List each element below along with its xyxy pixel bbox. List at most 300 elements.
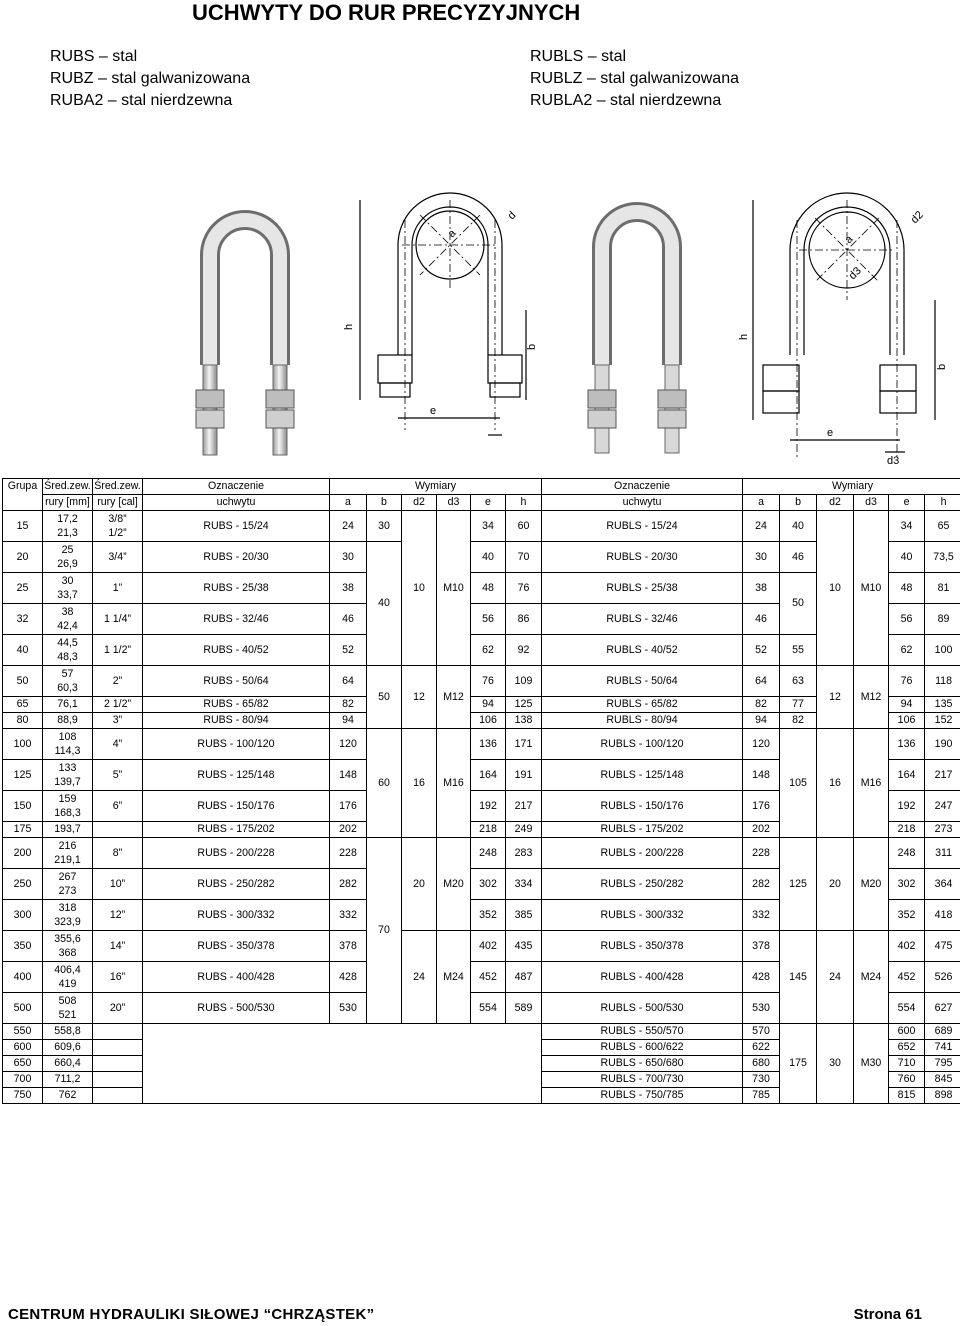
diameter-inch-cell	[93, 1056, 143, 1072]
diameter-mm-cell	[43, 635, 93, 666]
dim-label-d: d	[505, 209, 519, 223]
rubs-blank-cell	[143, 1024, 542, 1104]
header-oznaczenie-sub: uchwytu	[143, 495, 330, 511]
diameter-mm-cell-line: 25	[61, 544, 74, 556]
diameter-inch-cell-line: 1 1/2”	[103, 644, 132, 656]
footer-page-number: Strona 61	[853, 1306, 922, 1323]
table-row	[3, 713, 960, 729]
diameter-inch-cell: 2 1/2”	[93, 697, 143, 713]
rubs-designation-cell: RUBS - 175/202	[143, 822, 330, 838]
diameter-inch-cell	[93, 635, 143, 666]
rubs-e-cell: 40	[471, 542, 506, 573]
rubs-e-cell: 136	[471, 729, 506, 760]
diameter-inch-cell	[93, 869, 143, 900]
diameter-mm-cell-line: 216	[58, 840, 77, 852]
rubs-designation-cell: RUBS - 250/282	[143, 869, 330, 900]
diameter-inch-cell	[93, 791, 143, 822]
rubs-e-cell: 94	[471, 697, 506, 713]
header-d3: d3	[437, 495, 471, 511]
rubs-a-cell: 120	[330, 729, 367, 760]
rubls-h-cell: 89	[925, 604, 960, 635]
table-row	[3, 697, 960, 713]
rubls-h-cell: 526	[925, 962, 960, 993]
rubls-3d-render	[570, 185, 705, 460]
diameter-mm-cell-line: 21,3	[57, 527, 78, 539]
rubs-designation-cell: RUBS - 150/176	[143, 791, 330, 822]
rubs-h-cell: 60	[506, 511, 542, 542]
rubls-d3-cell: M10	[854, 511, 889, 666]
rubls-designation-cell: RUBLS - 15/24	[542, 511, 743, 542]
grupa-cell: 40	[3, 635, 43, 666]
rubls-a-cell: 378	[743, 931, 780, 962]
diameter-mm-cell-line: 521	[58, 1009, 77, 1021]
rubls-a-cell: 332	[743, 900, 780, 931]
material-item: RUBS – stal	[50, 48, 138, 65]
diameter-inch-cell-line: 6”	[112, 800, 123, 812]
diameter-mm-cell	[43, 511, 93, 542]
rubls-h-cell: 475	[925, 931, 960, 962]
diameter-mm-cell-line: 30	[61, 575, 74, 587]
rubls-h-cell: 898	[925, 1088, 960, 1104]
dim-label-b: b	[936, 363, 948, 370]
rubls-b-cell: 46	[780, 542, 817, 573]
diameter-mm-cell: 88,9	[43, 713, 93, 729]
diameter-mm-cell	[43, 791, 93, 822]
diameter-inch-cell-line: 1/2”	[108, 527, 127, 539]
rubls-e-cell: 652	[889, 1040, 925, 1056]
rubs-d2-cell: 24	[402, 931, 437, 1024]
header-oznaczenie: Oznaczenie	[143, 479, 330, 495]
rubls-designation-cell: RUBLS - 300/332	[542, 900, 743, 931]
diameter-inch-cell	[93, 573, 143, 604]
rubls-h-cell: 190	[925, 729, 960, 760]
rubls-a-cell: 148	[743, 760, 780, 791]
rubs-a-cell: 64	[330, 666, 367, 697]
header-grupa: Grupa	[3, 479, 43, 495]
rubls-designation-cell: RUBLS - 200/228	[542, 838, 743, 869]
grupa-cell: 400	[3, 962, 43, 993]
grupa-cell: 125	[3, 760, 43, 791]
rubls-designation-cell: RUBLS - 350/378	[542, 931, 743, 962]
rubls-a-cell: 46	[743, 604, 780, 635]
rubs-3d-render	[180, 190, 310, 460]
rubs-designation-cell: RUBS - 32/46	[143, 604, 330, 635]
rubs-h-cell: 334	[506, 869, 542, 900]
rubls-e-cell: 402	[889, 931, 925, 962]
diameter-inch-cell	[93, 542, 143, 573]
header-d2: d2	[402, 495, 437, 511]
rubs-e-cell: 218	[471, 822, 506, 838]
diameter-mm-cell-line: 42,4	[57, 620, 78, 632]
rubls-designation-cell: RUBLS - 700/730	[542, 1072, 743, 1088]
rubls-h-cell: 118	[925, 666, 960, 697]
header-wymiary: Wymiary	[330, 479, 542, 495]
rubls-e-cell: 40	[889, 542, 925, 573]
rubls-a-cell: 228	[743, 838, 780, 869]
diameter-mm-cell-line: 38	[61, 606, 74, 618]
diameter-mm-cell	[43, 900, 93, 931]
rubls-d3-cell: M30	[854, 1024, 889, 1104]
grupa-cell: 650	[3, 1056, 43, 1072]
diameter-mm-cell	[43, 993, 93, 1024]
rubs-h-cell: 283	[506, 838, 542, 869]
table-row	[3, 573, 960, 604]
rubs-designation-cell: RUBS - 50/64	[143, 666, 330, 697]
diameter-mm-cell-line: 26,9	[57, 558, 78, 570]
diameter-inch-cell	[93, 1040, 143, 1056]
rubls-e-cell: 48	[889, 573, 925, 604]
dim-label-b: b	[526, 343, 538, 350]
diameter-inch-cell-line: 14”	[109, 940, 126, 952]
rubls-h-cell: 364	[925, 869, 960, 900]
rubls-h-cell: 81	[925, 573, 960, 604]
rubls-designation-cell: RUBLS - 175/202	[542, 822, 743, 838]
rubls-d2-cell: 24	[817, 931, 854, 1024]
rubls-designation-cell: RUBLS - 40/52	[542, 635, 743, 666]
rubls-designation-cell: RUBLS - 600/622	[542, 1040, 743, 1056]
header-oznaczenie: Oznaczenie	[542, 479, 743, 495]
grupa-cell: 200	[3, 838, 43, 869]
table-row	[3, 931, 960, 962]
rubs-a-cell: 332	[330, 900, 367, 931]
diameter-mm-cell: 558,8	[43, 1024, 93, 1040]
diameter-mm-cell	[43, 604, 93, 635]
material-item: RUBA2 – stal nierdzewna	[50, 92, 233, 109]
rubs-e-cell: 402	[471, 931, 506, 962]
rubls-e-cell: 106	[889, 713, 925, 729]
rubls-a-cell: 282	[743, 869, 780, 900]
rubls-b-cell: 175	[780, 1024, 817, 1104]
rubls-d2-cell: 20	[817, 838, 854, 931]
rubls-designation-cell: RUBLS - 400/428	[542, 962, 743, 993]
rubls-h-cell: 845	[925, 1072, 960, 1088]
diameter-mm-cell-line: 508	[58, 995, 77, 1007]
diameter-mm-cell: 193,7	[43, 822, 93, 838]
grupa-cell: 700	[3, 1072, 43, 1088]
rubls-e-cell: 94	[889, 697, 925, 713]
rubls-h-cell: 273	[925, 822, 960, 838]
rubls-d2-cell: 12	[817, 666, 854, 729]
grupa-cell: 350	[3, 931, 43, 962]
rubs-h-cell: 487	[506, 962, 542, 993]
header-sred-cal-sub: rury [cal]	[93, 495, 143, 511]
spec-table	[2, 478, 960, 1104]
diameter-inch-cell-line: 8”	[112, 847, 123, 859]
rubls-e-cell: 600	[889, 1024, 925, 1040]
rubls-a-cell: 94	[743, 713, 780, 729]
rubls-designation-cell: RUBLS - 550/570	[542, 1024, 743, 1040]
rubls-e-cell: 248	[889, 838, 925, 869]
rubls-e-cell: 136	[889, 729, 925, 760]
dim-label-h: h	[343, 323, 355, 330]
table-subheader-row	[3, 495, 960, 511]
rubls-d3-cell: M16	[854, 729, 889, 838]
rubls-designation-cell: RUBLS - 125/148	[542, 760, 743, 791]
rubs-a-cell: 82	[330, 697, 367, 713]
diameter-inch-cell	[93, 993, 143, 1024]
rubls-a-cell: 680	[743, 1056, 780, 1072]
diameter-inch-cell-line: 10”	[109, 878, 126, 890]
rubls-b-cell: 50	[780, 573, 817, 635]
rubs-d2-cell: 20	[402, 838, 437, 931]
table-row	[3, 1024, 960, 1040]
diameter-mm-cell	[43, 760, 93, 791]
rubs-designation-cell: RUBS - 65/82	[143, 697, 330, 713]
rubs-a-cell: 282	[330, 869, 367, 900]
dim-label-d2: d2	[908, 208, 926, 227]
rubs-d3-cell: M10	[437, 511, 471, 666]
table-header-row	[3, 479, 960, 495]
diameter-inch-cell	[93, 729, 143, 760]
diameter-inch-cell	[93, 900, 143, 931]
rubls-designation-cell: RUBLS - 150/176	[542, 791, 743, 822]
diameter-mm-cell	[43, 962, 93, 993]
rubls-b-cell: 82	[780, 713, 817, 729]
rubls-h-cell: 152	[925, 713, 960, 729]
rubls-designation-cell: RUBLS - 50/64	[542, 666, 743, 697]
dim-label-d3-bottom: d3	[887, 455, 900, 467]
diameter-mm-cell: 762	[43, 1088, 93, 1104]
rubls-h-cell: 100	[925, 635, 960, 666]
page-title: UCHWYTY DO RUR PRECYZYJNYCH	[192, 0, 581, 25]
footer-company-name: “CHRZĄSTEK”	[263, 1306, 375, 1323]
diameter-mm-cell-line: 44,5	[57, 637, 78, 649]
diameter-inch-cell-line: 1 1/4”	[103, 613, 132, 625]
rubs-e-cell: 352	[471, 900, 506, 931]
rubls-designation-cell: RUBLS - 80/94	[542, 713, 743, 729]
rubls-a-cell: 570	[743, 1024, 780, 1040]
rubs-designation-cell: RUBS - 500/530	[143, 993, 330, 1024]
rubs-e-cell: 48	[471, 573, 506, 604]
table-row	[3, 729, 960, 760]
diameter-mm-cell: 76,1	[43, 697, 93, 713]
diameter-inch-cell	[93, 822, 143, 838]
rubls-b-cell: 145	[780, 931, 817, 1024]
header-sred-mm-sub: rury [mm]	[43, 495, 93, 511]
rubls-d3-cell: M20	[854, 838, 889, 931]
table-row	[3, 666, 960, 697]
rubls-d2-cell: 10	[817, 511, 854, 666]
rubls-b-cell: 63	[780, 666, 817, 697]
rubls-technical-drawing	[735, 190, 950, 470]
rubls-h-cell: 795	[925, 1056, 960, 1072]
rubs-designation-cell: RUBS - 15/24	[143, 511, 330, 542]
table-row	[3, 838, 960, 869]
diameter-inch-cell: 3”	[93, 713, 143, 729]
diameter-mm-cell-line: 368	[58, 947, 77, 959]
dim-label-a: a	[445, 227, 459, 241]
rubs-e-cell: 56	[471, 604, 506, 635]
grupa-cell: 250	[3, 869, 43, 900]
diameter-mm-cell-line: 323,9	[54, 916, 81, 928]
header-a: a	[743, 495, 780, 511]
grupa-cell: 50	[3, 666, 43, 697]
rubs-designation-cell: RUBS - 20/30	[143, 542, 330, 573]
grupa-cell: 175	[3, 822, 43, 838]
rubs-d3-cell: M16	[437, 729, 471, 838]
diameter-mm-cell-line: 114,3	[54, 745, 81, 757]
rubls-e-cell: 34	[889, 511, 925, 542]
rubls-a-cell: 730	[743, 1072, 780, 1088]
header-oznaczenie-sub: uchwytu	[542, 495, 743, 511]
diameter-mm-cell	[43, 542, 93, 573]
diameter-mm-cell-line: 108	[58, 731, 77, 743]
rubs-e-cell: 248	[471, 838, 506, 869]
diameter-mm-cell-line: 406,4	[54, 964, 81, 976]
rubs-h-cell: 435	[506, 931, 542, 962]
grupa-cell: 20	[3, 542, 43, 573]
rubls-d3-cell: M24	[854, 931, 889, 1024]
diameter-mm-cell	[43, 869, 93, 900]
rubls-a-cell: 52	[743, 635, 780, 666]
grupa-cell: 550	[3, 1024, 43, 1040]
header-sred-mm: Śred.zew.	[43, 479, 93, 495]
diameter-inch-cell	[93, 1088, 143, 1104]
diameter-mm-cell-line: 419	[58, 978, 77, 990]
rubls-a-cell: 38	[743, 573, 780, 604]
rubs-b-cell: 40	[367, 542, 402, 666]
diameter-mm-cell: 711,2	[43, 1072, 93, 1088]
grupa-cell: 15	[3, 511, 43, 542]
footer-company	[8, 1306, 374, 1323]
rubls-h-cell: 418	[925, 900, 960, 931]
diameter-mm-cell	[43, 573, 93, 604]
rubls-designation-cell: RUBLS - 750/785	[542, 1088, 743, 1104]
rubs-a-cell: 38	[330, 573, 367, 604]
rubs-b-cell: 50	[367, 666, 402, 729]
diameter-inch-cell-line: 1”	[112, 582, 123, 594]
rubls-a-cell: 530	[743, 993, 780, 1024]
rubs-e-cell: 34	[471, 511, 506, 542]
rubls-a-cell: 176	[743, 791, 780, 822]
rubls-e-cell: 218	[889, 822, 925, 838]
rubs-e-cell: 76	[471, 666, 506, 697]
rubs-h-cell: 385	[506, 900, 542, 931]
rubs-h-cell: 217	[506, 791, 542, 822]
rubls-b-cell: 77	[780, 697, 817, 713]
rubls-a-cell: 82	[743, 697, 780, 713]
diameter-mm-cell: 609,6	[43, 1040, 93, 1056]
grupa-cell: 600	[3, 1040, 43, 1056]
diameter-inch-cell-line: 4”	[112, 738, 123, 750]
grupa-cell: 150	[3, 791, 43, 822]
rubs-b-cell: 70	[367, 838, 402, 1024]
header-e: e	[471, 495, 506, 511]
rubs-technical-drawing	[340, 190, 540, 450]
rubls-designation-cell: RUBLS - 250/282	[542, 869, 743, 900]
diameter-mm-cell	[43, 729, 93, 760]
material-item: RUBZ – stal galwanizowana	[50, 70, 251, 87]
rubls-designation-cell: RUBLS - 100/120	[542, 729, 743, 760]
table-row	[3, 542, 960, 573]
rubls-a-cell: 64	[743, 666, 780, 697]
diameter-inch-cell	[93, 1072, 143, 1088]
header-b: b	[780, 495, 817, 511]
diameter-inch-cell	[93, 604, 143, 635]
grupa-cell: 100	[3, 729, 43, 760]
rubs-h-cell: 70	[506, 542, 542, 573]
header-h: h	[506, 495, 542, 511]
diameter-mm-cell-line: 355,6	[54, 933, 81, 945]
rubs-a-cell: 228	[330, 838, 367, 869]
rubs-a-cell: 530	[330, 993, 367, 1024]
rubs-a-cell: 94	[330, 713, 367, 729]
rubls-a-cell: 24	[743, 511, 780, 542]
diameter-mm-cell-line: 267	[58, 871, 77, 883]
rubls-e-cell: 56	[889, 604, 925, 635]
rubls-h-cell: 689	[925, 1024, 960, 1040]
table-row	[3, 635, 960, 666]
header-a: a	[330, 495, 367, 511]
rubls-designation-cell: RUBLS - 65/82	[542, 697, 743, 713]
rubs-e-cell: 554	[471, 993, 506, 1024]
rubls-designation-cell: RUBLS - 25/38	[542, 573, 743, 604]
diameter-mm-cell-line: 168,3	[54, 807, 81, 819]
table-row	[3, 511, 960, 542]
dim-label-e: e	[827, 427, 834, 439]
diameter-inch-cell-line: 3/8”	[108, 513, 127, 525]
diameter-mm-cell-line: 133	[58, 762, 77, 774]
rubls-e-cell: 554	[889, 993, 925, 1024]
rubls-h-cell: 741	[925, 1040, 960, 1056]
rubs-a-cell: 428	[330, 962, 367, 993]
dim-label-h: h	[738, 333, 750, 340]
diameter-mm-cell-line: 17,2	[57, 513, 78, 525]
dim-label-a: a	[842, 233, 856, 247]
rubls-e-cell: 452	[889, 962, 925, 993]
rubs-b-cell: 60	[367, 729, 402, 838]
grupa-cell: 25	[3, 573, 43, 604]
material-item: RUBLZ – stal galwanizowana	[530, 70, 739, 87]
diameter-inch-cell	[93, 1024, 143, 1040]
diameter-inch-cell-line: 12”	[109, 909, 126, 921]
rubls-b-cell: 125	[780, 838, 817, 931]
rubls-e-cell: 164	[889, 760, 925, 791]
diameter-inch-cell	[93, 962, 143, 993]
rubs-designation-cell: RUBS - 125/148	[143, 760, 330, 791]
rubs-a-cell: 52	[330, 635, 367, 666]
diameter-inch-cell	[93, 760, 143, 791]
rubs-designation-cell: RUBS - 100/120	[143, 729, 330, 760]
rubls-e-cell: 62	[889, 635, 925, 666]
rubs-designation-cell: RUBS - 80/94	[143, 713, 330, 729]
rubls-e-cell: 710	[889, 1056, 925, 1072]
diameter-mm-cell: 660,4	[43, 1056, 93, 1072]
material-item: RUBLA2 – stal nierdzewna	[530, 92, 722, 109]
rubls-h-cell: 73,5	[925, 542, 960, 573]
rubs-h-cell: 109	[506, 666, 542, 697]
diameter-mm-cell-line: 139,7	[54, 776, 81, 788]
rubs-h-cell: 138	[506, 713, 542, 729]
rubs-h-cell: 191	[506, 760, 542, 791]
rubls-e-cell: 352	[889, 900, 925, 931]
grupa-cell: 750	[3, 1088, 43, 1104]
header-sred-cal: Śred.zew.	[93, 479, 143, 495]
rubs-a-cell: 176	[330, 791, 367, 822]
diameter-inch-cell	[93, 931, 143, 962]
diameter-inch-cell	[93, 666, 143, 697]
header-b: b	[367, 495, 402, 511]
diameter-mm-cell	[43, 838, 93, 869]
rubls-h-cell: 247	[925, 791, 960, 822]
rubs-a-cell: 46	[330, 604, 367, 635]
rubls-d2-cell: 16	[817, 729, 854, 838]
grupa-cell: 65	[3, 697, 43, 713]
rubs-a-cell: 378	[330, 931, 367, 962]
rubls-b-cell: 40	[780, 511, 817, 542]
rubs-d3-cell: M20	[437, 838, 471, 931]
rubs-d3-cell: M24	[437, 931, 471, 1024]
